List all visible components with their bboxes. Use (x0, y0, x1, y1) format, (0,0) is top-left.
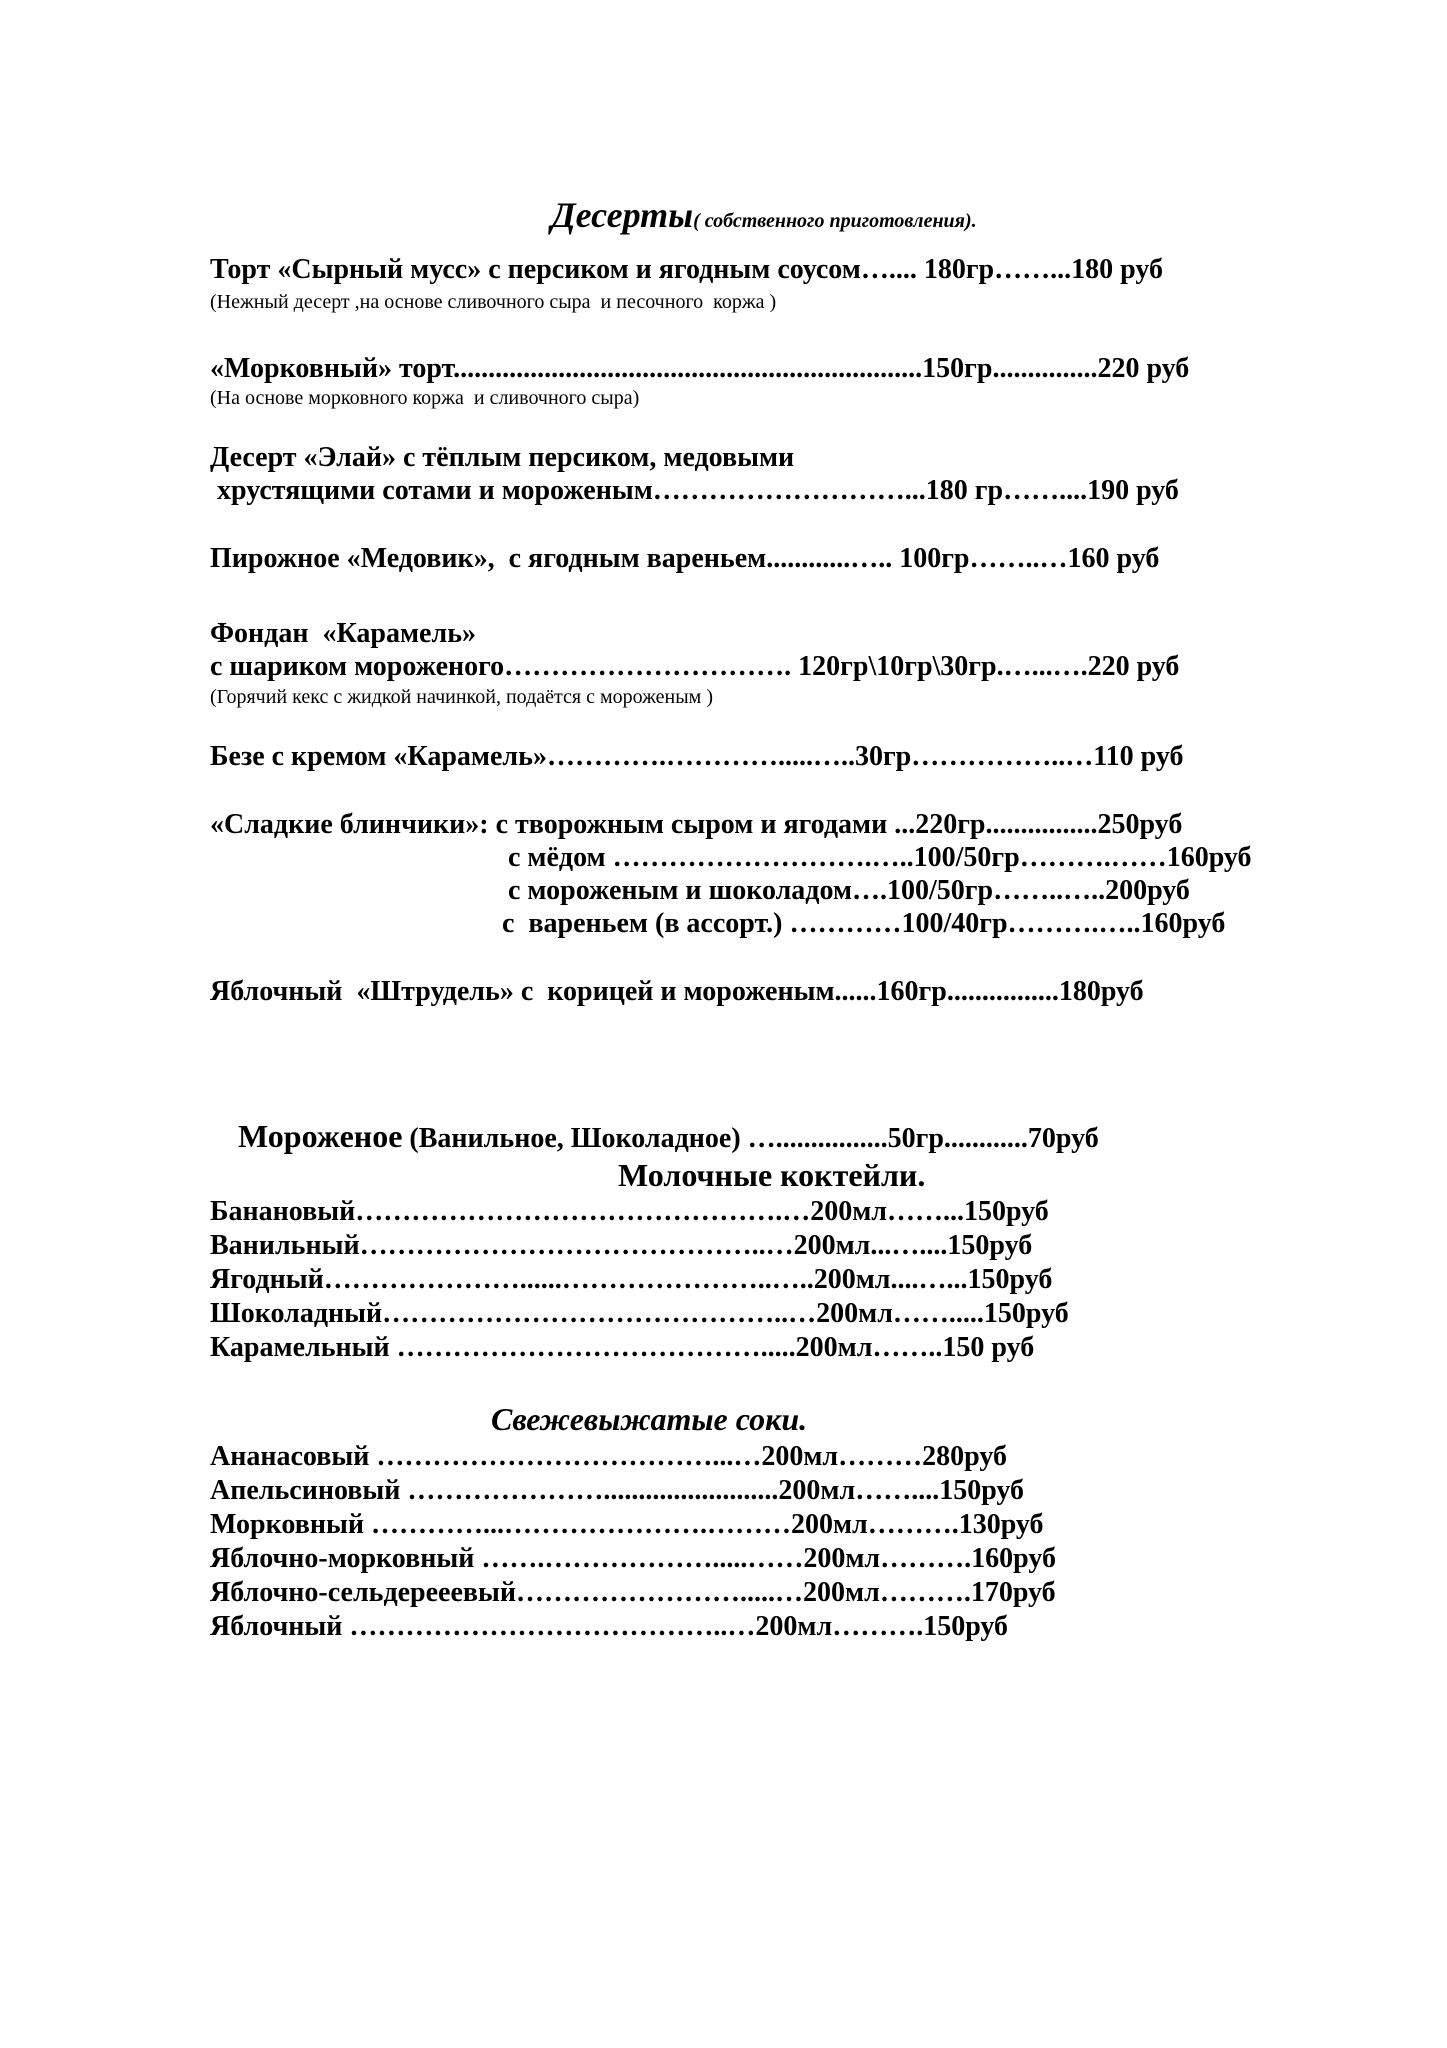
dessert-item-elai-1: Десерт «Элай» с тёплым персиком, медовыми (210, 442, 795, 473)
dessert-item-fondant-1: Фондан «Карамель» (210, 618, 476, 649)
dessert-note-cheese-mousse: (Нежный десерт ,на основе сливочного сыра и песочного коржа ) (210, 291, 777, 313)
juice-item-apple: Яблочный …………………………………..…200мл……….150руб (210, 1611, 1009, 1642)
dessert-item-pancakes-icecream: с мороженым и шоколадом….100/50гр……..…..200руб (508, 875, 1190, 906)
desserts-title-sub: ( собственного приготовления). (693, 210, 977, 232)
dessert-note-carrot-cake: (На основе морковного коржа и сливочного сыра) (210, 387, 640, 409)
juice-item-carrot: Морковный …………...………………….………200мл……….130руб (210, 1509, 1044, 1540)
juice-item-pineapple: Ананасовый ………………………………...…200мл………280руб (210, 1441, 1007, 1472)
milkshake-item-berry: Ягодный…………………......…………………..…..200мл....…...150руб (210, 1264, 1053, 1295)
milkshake-item-vanilla: Ванильный……………………………………..…200мл...…....150руб (210, 1230, 1033, 1261)
milkshake-item-banana: Банановый……………………………………….…200мл……...150руб (210, 1196, 1049, 1227)
dessert-item-pancakes-honey: с мёдом ……………………….…..100/50гр……….……160руб (508, 842, 1252, 873)
desserts-title-main: Десерты (551, 195, 694, 235)
juice-item-apple-carrot: Яблочно-морковный …….……………….....……200мл……….160руб (210, 1543, 1056, 1574)
dessert-item-meringue: Безе с кремом «Карамель»………….………….....…..30гр……………..…110 руб (210, 741, 1184, 772)
juice-item-apple-celery: Яблочно-сельдерееевый…………………….....…200мл……….170руб (210, 1577, 1056, 1608)
juice-item-orange: Апельсиновый ………………….........................200мл……....150руб (210, 1475, 1025, 1506)
dessert-note-fondant: (Горячий кекс с жидкой начинкой, подаётся с мороженым ) (210, 686, 713, 708)
dessert-item-carrot-cake: «Морковный» торт...................................................................150гр...............220 руб (210, 353, 1190, 384)
dessert-item-pancakes-jam: с вареньем (в ассорт.) …………100/40гр……….…..160руб (502, 908, 1226, 939)
dessert-item-strudel: Яблочный «Штрудель» с корицей и мороженым......160гр................180руб (210, 976, 1144, 1007)
juices-title: Свежевыжатые соки. (491, 1401, 808, 1437)
milkshake-item-chocolate: Шоколадный……………………………………..…200мл…….....150руб (210, 1298, 1069, 1329)
ice-cream-details: (Ванильное, Шоколадное) …................50гр............70руб (402, 1123, 1099, 1154)
dessert-item-cheese-mousse: Торт «Сырный мусс» с персиком и ягодным соусом….... 180гр……...180 руб (210, 254, 1163, 285)
desserts-title (535, 176, 977, 254)
milkshake-item-caramel: Карамельный ………………………………….....200мл……..150 руб (210, 1332, 1035, 1363)
dessert-item-fondant-2: с шариком мороженого…………………………. 120гр\10гр\30гр.…...….220 руб (210, 651, 1180, 682)
milkshakes-title: Молочные коктейли. (618, 1157, 926, 1193)
dessert-item-medovik: Пирожное «Медовик», с ягодным вареньем............….. 100гр……..…160 руб (210, 543, 1160, 574)
dessert-item-pancakes: «Сладкие блинчики»: с творожным сыром и ягодами ...220гр................250руб (210, 809, 1183, 840)
dessert-item-elai-2: хрустящими сотами и мороженым………………………...180 гр……....190 руб (210, 475, 1179, 506)
ice-cream-name: Мороженое (238, 1118, 403, 1154)
